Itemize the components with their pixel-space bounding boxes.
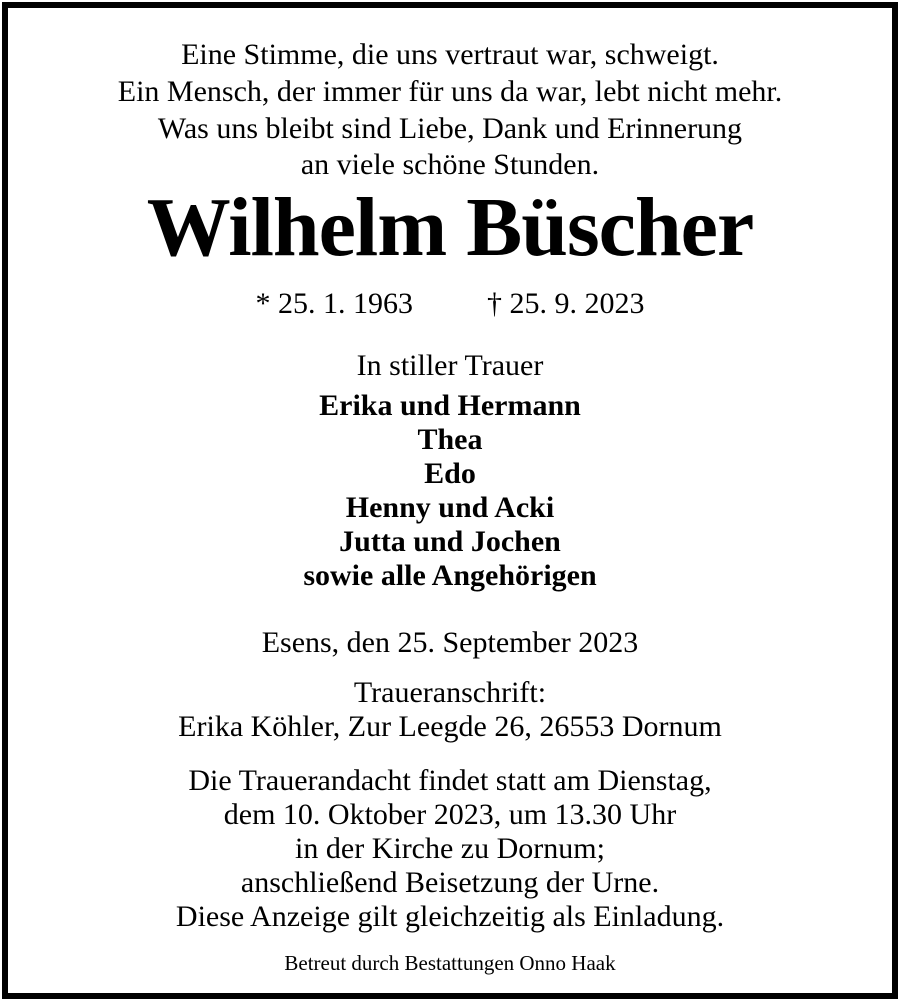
mourner-line-4: Henny und Acki <box>345 491 555 524</box>
place-date: Esens, den 25. September 2023 <box>261 626 639 659</box>
birth-date: * 25. 1. 1963 <box>255 287 413 320</box>
verse-line-2: Ein Mensch, der immer für uns da war, lebt nicht mehr. <box>117 75 783 108</box>
deceased-name: Wilhelm Büscher <box>146 181 754 274</box>
mourner-line-5: Jutta und Jochen <box>339 525 561 558</box>
verse-line-4: an viele schöne Stunden. <box>300 148 600 181</box>
life-dates <box>8 285 892 323</box>
mourning-intro: In stiller Trauer <box>356 349 544 382</box>
funeral-home-credit: Betreut durch Bestattungen Onno Haak <box>284 951 616 975</box>
address: Erika Köhler, Zur Leegde 26, 26553 Dornum <box>178 710 722 743</box>
service-line-4: anschließend Beisetzung der Urne. <box>240 866 660 899</box>
mourner-line-2: Thea <box>417 423 483 456</box>
address-label: Traueranschrift: <box>353 676 547 709</box>
verse-line-1: Eine Stimme, die uns vertraut war, schweigt. <box>181 38 719 71</box>
death-date: † 25. 9. 2023 <box>487 287 645 320</box>
obituary-content <box>8 8 892 993</box>
service-line-2: dem 10. Oktober 2023, um 13.30 Uhr <box>223 798 677 831</box>
mourner-line-3: Edo <box>424 457 476 490</box>
service-line-1: Die Trauerandacht findet statt am Dienstag, <box>188 764 712 797</box>
service-line-3: in der Kirche zu Dornum; <box>295 832 605 865</box>
service-line-5: Diese Anzeige gilt gleichzeitig als Einladung. <box>175 900 725 933</box>
obituary-border <box>2 2 898 999</box>
mourner-line-1: Erika und Hermann <box>319 389 581 422</box>
mourner-line-6: sowie alle Angehörigen <box>303 559 597 592</box>
verse-line-3: Was uns bleibt sind Liebe, Dank und Erinnerung <box>157 112 743 145</box>
